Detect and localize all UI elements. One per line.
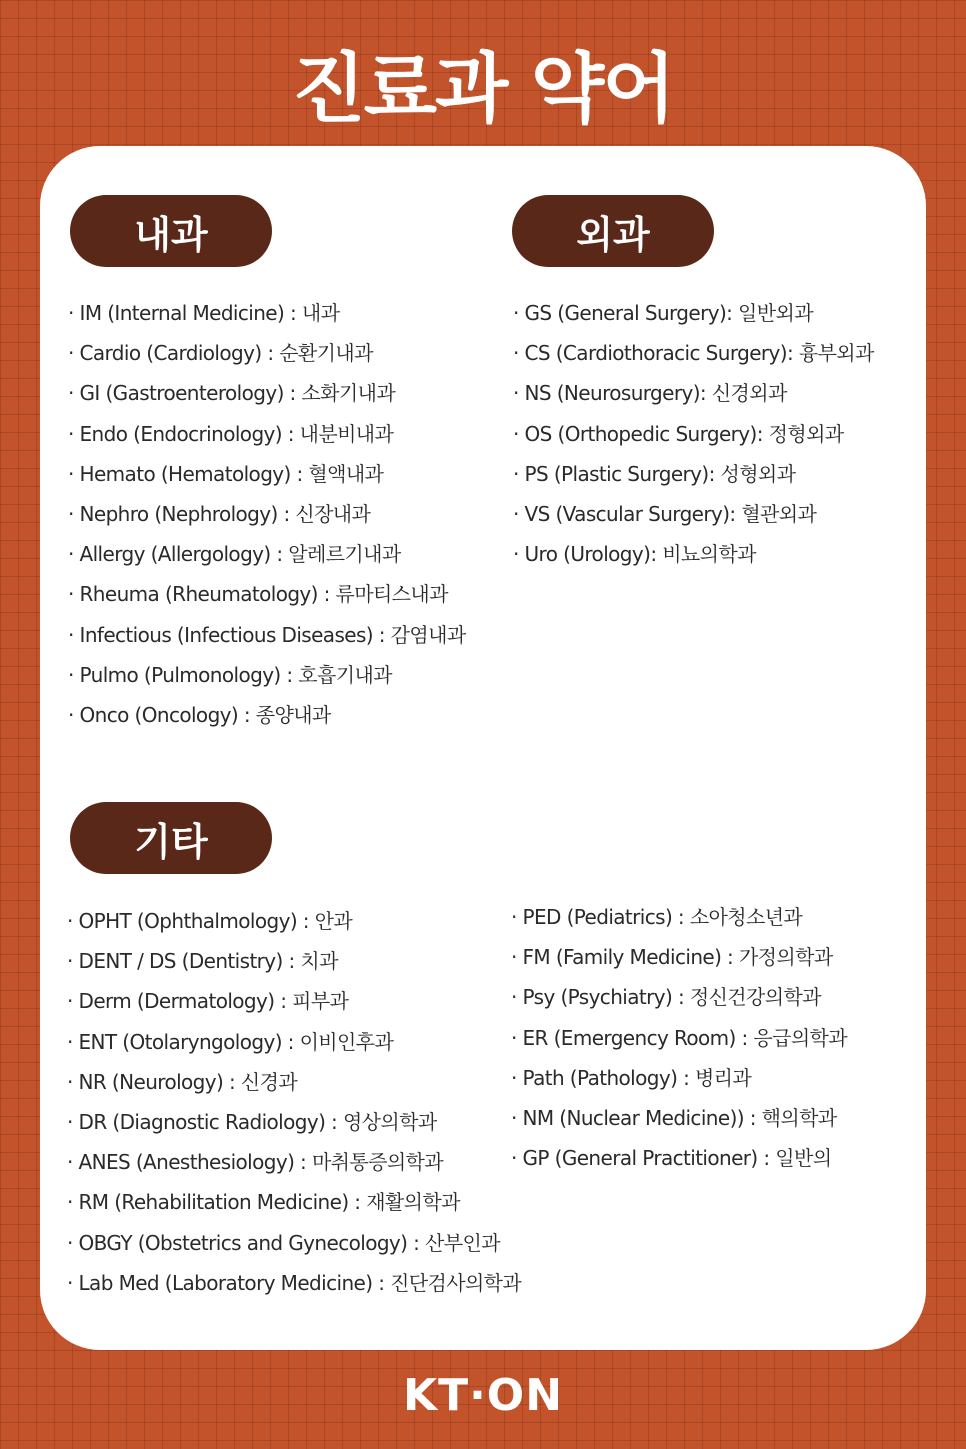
section-badge-internal: 내과 [70,195,272,267]
section-badge-other: 기타 [70,802,272,874]
list-item: · Path (Pathology) : 병리과 [511,1058,847,1098]
brand-logo: KT·ON [402,1370,564,1421]
page-title: 진료과 약어 [292,44,674,133]
list-item: · PED (Pediatrics) : 소아청소년과 [511,897,847,937]
list-item: · Allergy (Allergology) : 알레르기내과 [68,534,466,574]
list-item: · Derm (Dermatology) : 피부과 [67,981,521,1021]
list-item: · ANES (Anesthesiology) : 마취통증의학과 [67,1142,521,1182]
list-item: · DR (Diagnostic Radiology) : 영상의학과 [67,1102,521,1142]
list-item: · Pulmo (Pulmonology) : 호흡기내과 [68,655,466,695]
list-item: · ER (Emergency Room) : 응급의학과 [511,1018,847,1058]
list-item: · GS (General Surgery): 일반외과 [513,293,874,333]
list-item: · Onco (Oncology) : 종양내과 [68,695,466,735]
list-item: · IM (Internal Medicine) : 내과 [68,293,466,333]
content-card [40,146,926,1350]
list-item: · DENT / DS (Dentistry) : 치과 [67,941,521,981]
internal-list [68,293,466,735]
other-list-left [67,901,521,1303]
list-item: · PS (Plastic Surgery): 성형외과 [513,454,874,494]
list-item: · RM (Rehabilitation Medicine) : 재활의학과 [67,1182,521,1222]
list-item: · GP (General Practitioner) : 일반의 [511,1138,847,1178]
list-item: · Rheuma (Rheumatology) : 류마티스내과 [68,574,466,614]
list-item: · GI (Gastroenterology) : 소화기내과 [68,373,466,413]
list-item: · NR (Neurology) : 신경과 [67,1062,521,1102]
surgery-list [513,293,874,574]
list-item: · ENT (Otolaryngology) : 이비인후과 [67,1022,521,1062]
other-list-right [511,897,847,1178]
list-item: · CS (Cardiothoracic Surgery): 흉부외과 [513,333,874,373]
list-item: · Lab Med (Laboratory Medicine) : 진단검사의학과 [67,1263,521,1303]
list-item: · Psy (Psychiatry) : 정신건강의학과 [511,977,847,1017]
list-item: · Nephro (Nephrology) : 신장내과 [68,494,466,534]
list-item: · NM (Nuclear Medicine)) : 핵의학과 [511,1098,847,1138]
section-badge-surgery: 외과 [512,195,714,267]
list-item: · FM (Family Medicine) : 가정의학과 [511,937,847,977]
list-item: · NS (Neurosurgery): 신경외과 [513,373,874,413]
list-item: · Endo (Endocrinology) : 내분비내과 [68,414,466,454]
list-item: · Infectious (Infectious Diseases) : 감염내과 [68,615,466,655]
list-item: · OS (Orthopedic Surgery): 정형외과 [513,414,874,454]
list-item: · VS (Vascular Surgery): 혈관외과 [513,494,874,534]
list-item: · OPHT (Ophthalmology) : 안과 [67,901,521,941]
list-item: · OBGY (Obstetrics and Gynecology) : 산부인과 [67,1223,521,1263]
list-item: · Uro (Urology): 비뇨의학과 [513,534,874,574]
list-item: · Cardio (Cardiology) : 순환기내과 [68,333,466,373]
list-item: · Hemato (Hematology) : 혈액내과 [68,454,466,494]
